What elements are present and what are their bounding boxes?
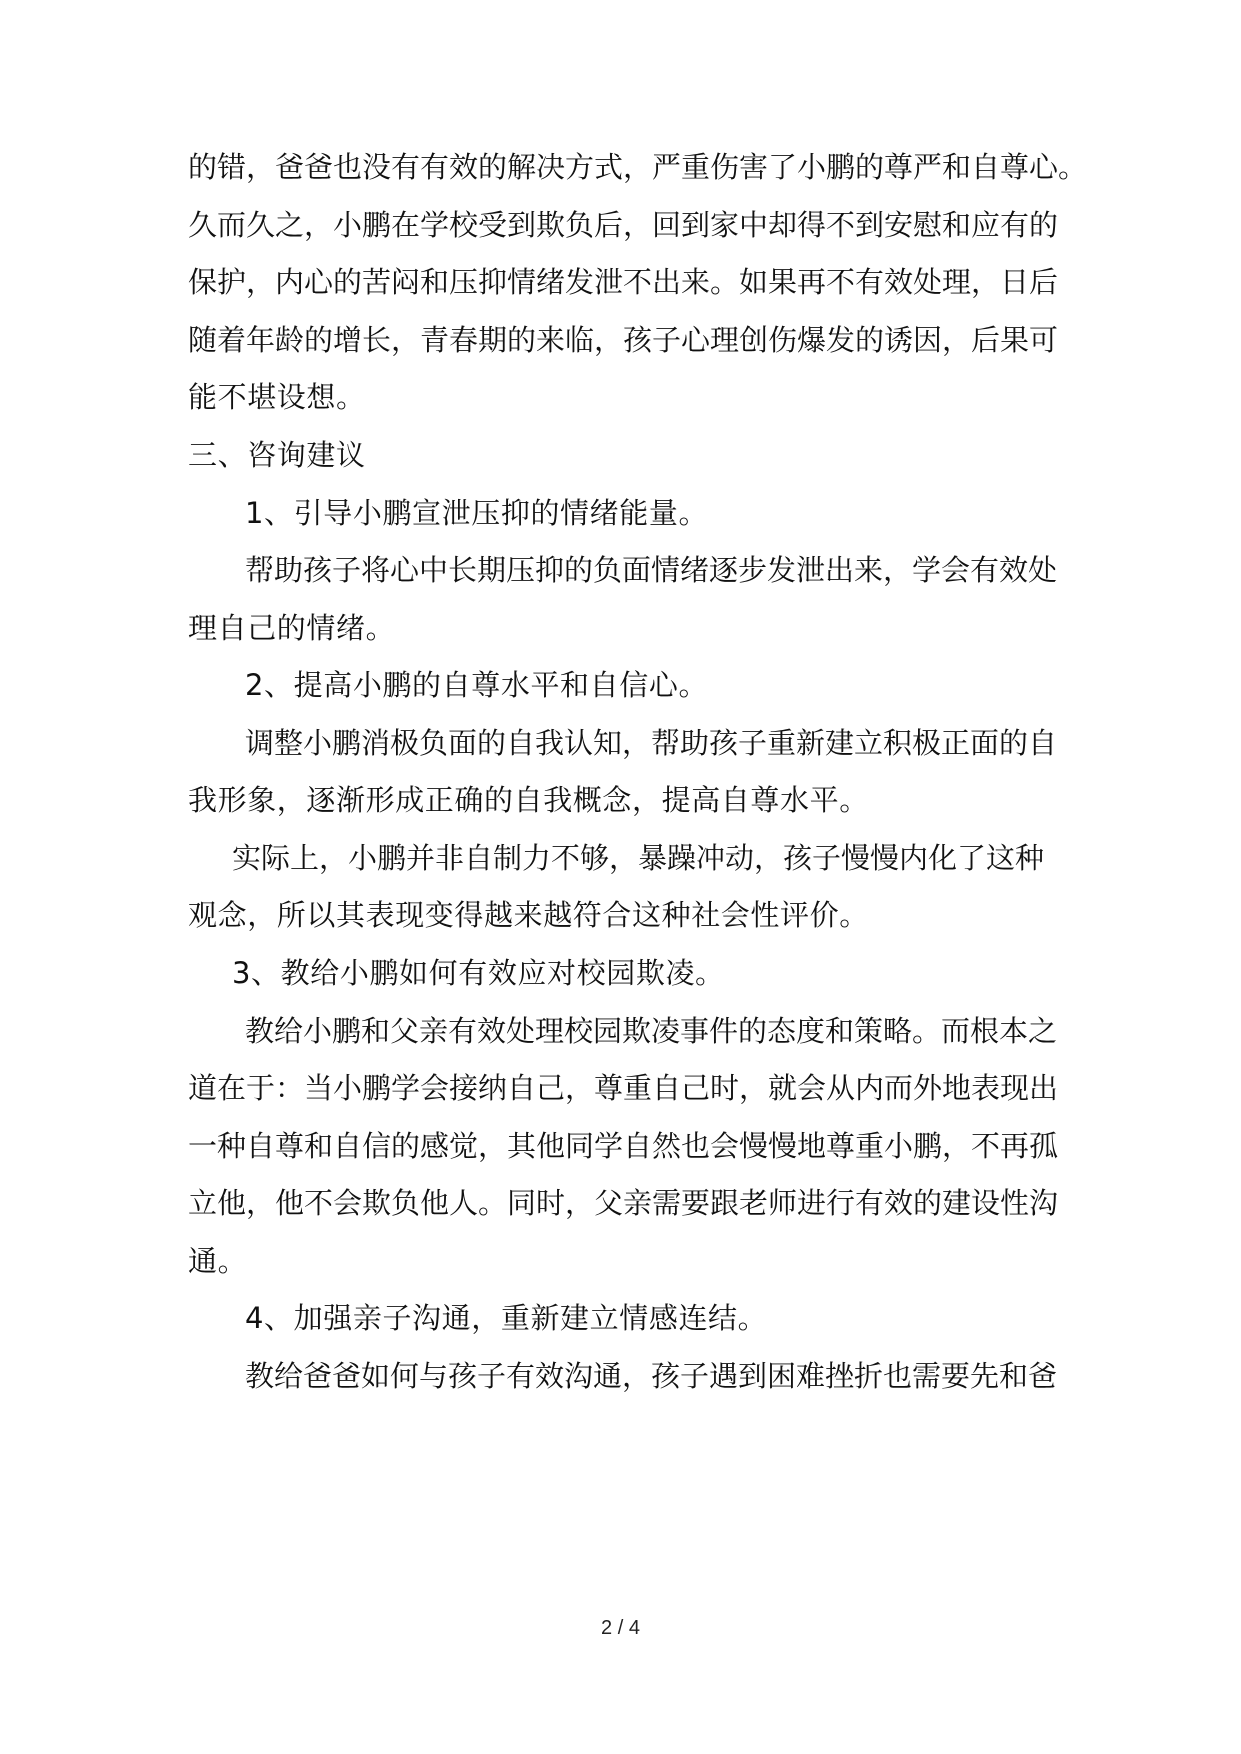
paragraph-line: 理自己的情绪。 — [188, 611, 396, 645]
paragraph-line: 观念，所以其表现变得越来越符合这种社会性评价。 — [188, 898, 869, 932]
paragraph-line: 通。 — [188, 1244, 248, 1278]
page-number: 2 / 4 — [601, 1617, 640, 1639]
paragraph-line: 道在于：当小鹏学会接纳自己，尊重自己时，就会从内而外地表现出 — [188, 1071, 1059, 1105]
paragraph-line: 的错，爸爸也没有有效的解决方式，严重伤害了小鹏的尊严和自尊心。 — [188, 150, 1088, 184]
paragraph-line: 保护，内心的苦闷和压抑情绪发泄不出来。如果再不有效处理，日后 — [188, 265, 1059, 299]
section-heading: 三、咨询建议 — [188, 438, 366, 472]
paragraph-line: 调整小鹏消极负面的自我认知，帮助孩子重新建立积极正面的自 — [245, 726, 1058, 760]
paragraph-line: 教给爸爸如何与孩子有效沟通，孩子遇到困难挫折也需要先和爸 — [245, 1359, 1058, 1393]
suggestion-heading-4: 4、加强亲子沟通，重新建立情感连结。 — [245, 1301, 768, 1335]
paragraph-line: 我形象，逐渐形成正确的自我概念，提高自尊水平。 — [188, 783, 869, 817]
paragraph-line: 随着年龄的增长，青春期的来临，孩子心理创伤爆发的诱因，后果可 — [188, 323, 1059, 357]
paragraph-line: 教给小鹏和父亲有效处理校园欺凌事件的态度和策略。而根本之 — [245, 1014, 1058, 1048]
suggestion-heading-3: 3、教给小鹏如何有效应对校园欺凌。 — [232, 956, 725, 990]
paragraph-line: 能不堪设想。 — [188, 380, 366, 414]
paragraph-line: 立他，他不会欺负他人。同时，父亲需要跟老师进行有效的建设性沟 — [188, 1186, 1059, 1220]
paragraph-line: 久而久之，小鹏在学校受到欺负后，回到家中却得不到安慰和应有的 — [188, 208, 1059, 242]
suggestion-heading-2: 2、提高小鹏的自尊水平和自信心。 — [245, 668, 709, 702]
paragraph-line: 实际上，小鹏并非自制力不够，暴躁冲动，孩子慢慢内化了这种 — [232, 841, 1045, 875]
suggestion-heading-1: 1、引导小鹏宣泄压抑的情绪能量。 — [245, 496, 709, 530]
paragraph-line: 帮助孩子将心中长期压抑的负面情绪逐步发泄出来，学会有效处 — [245, 553, 1058, 587]
paragraph-line: 一种自尊和自信的感觉，其他同学自然也会慢慢地尊重小鹏，不再孤 — [188, 1129, 1059, 1163]
